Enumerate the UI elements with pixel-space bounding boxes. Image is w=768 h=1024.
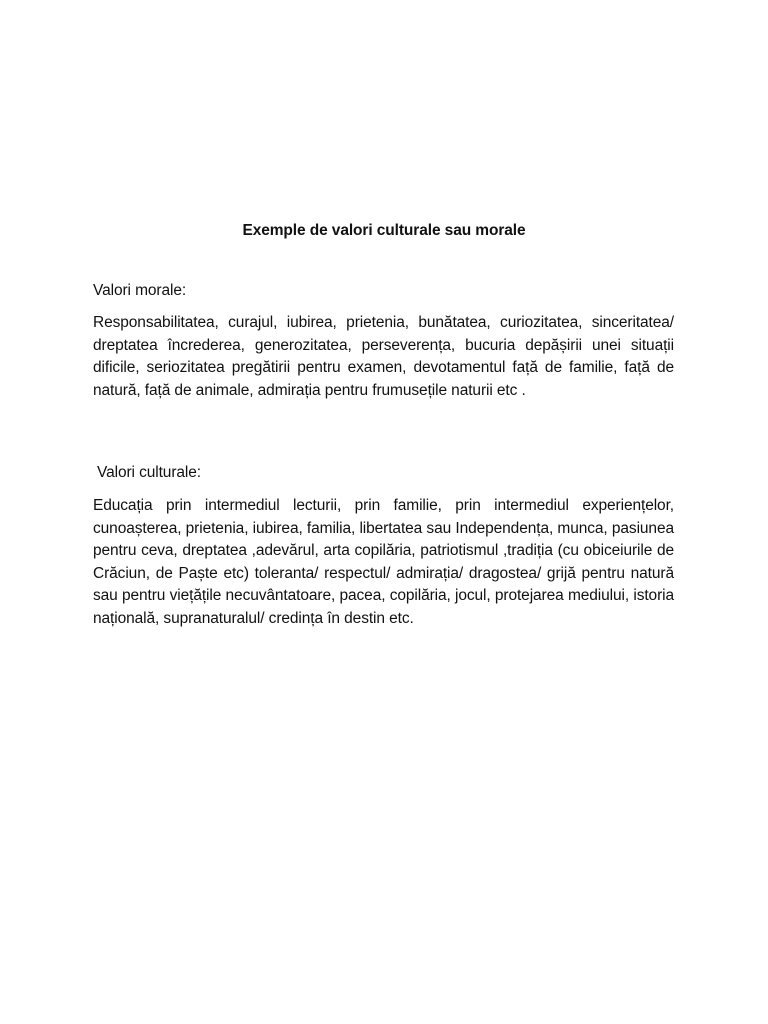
section-heading-cultural-values: Valori culturale:	[97, 464, 201, 481]
document-title: Exemple de valori culturale sau morale	[242, 222, 526, 239]
section-heading-moral-values: Valori morale:	[93, 282, 187, 299]
section-body-cultural-values: Educația prin intermediul lecturii, prin familie, prin intermediul experiențelor, cunoașterea, prietenia, iubirea, familia, libertatea sau Independența, munca, pasiunea pentru ceva, dreptatea ,adevărul, arta copilăria, patriotismul ,tradiția (cu obiceiurile de Crăciun, de Paște etc) toleranta/ respectul/ admirația/ dragostea/ grijă pentru natură sau pentru viețățile necuvântatoare, pacea, copilăria, jocul, protejarea mediului, istoria națională, supranaturalul/ credința în destin etc.	[93, 497, 674, 627]
section-body-moral-values: Responsabilitatea, curajul, iubirea, prietenia, bunătatea, curiozitatea, sinceritatea/ dreptatea încrederea, generozitatea, perseverența, bucuria depășirii unei situații dificile, seriozitatea pregătirii pentru examen, devotamentul față de familie, față de natură, față de animale, admirația pentru frumusețile naturii etc .	[93, 314, 674, 399]
